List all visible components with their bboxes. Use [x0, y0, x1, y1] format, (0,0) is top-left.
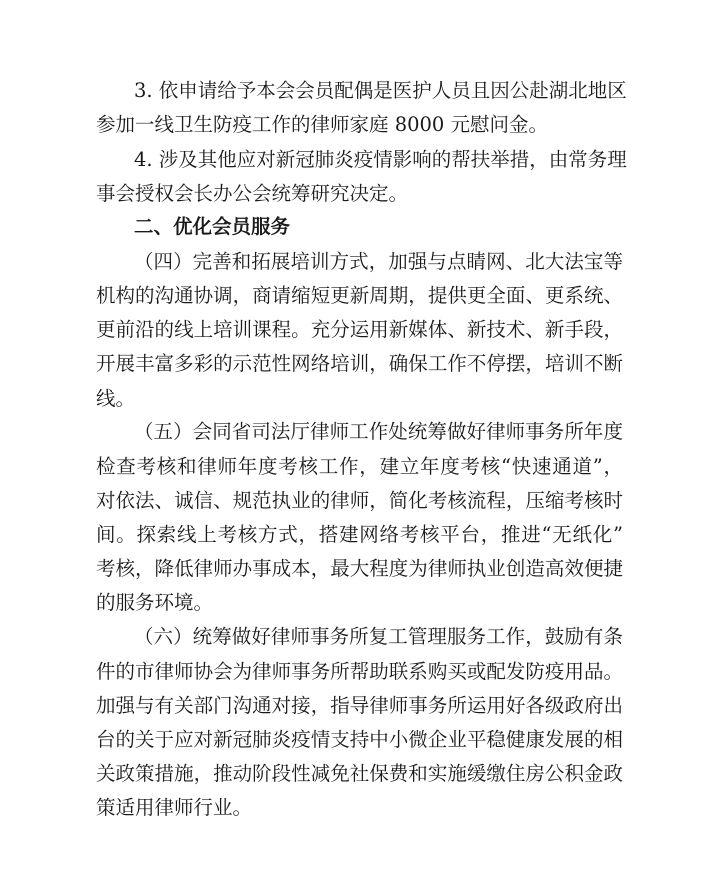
item-4-line-1: 4. 涉及其他应对新冠肺炎疫情影响的帮扶举措，由常务理 [134, 148, 627, 171]
para-6-line-2: 件的市律师协会为律师事务所帮助联系购买或配发防疫用品。 [96, 660, 623, 683]
para-5-line-5: 考核，降低律师办事成本，最大程度为律师执业创造高效便捷 [96, 557, 623, 580]
para-5-line-6: 的服务环境。 [96, 591, 214, 614]
para-4-line-3: 更前沿的线上培训课程。充分运用新媒体、新技术、新手段， [96, 318, 623, 341]
section-heading: 二、优化会员服务 [134, 215, 291, 238]
para-6-line-1: （六）统筹做好律师事务所复工管理服务工作，鼓励有条 [134, 625, 623, 648]
para-6-line-6: 策适用律师行业。 [96, 796, 253, 819]
para-4-line-2: 机构的沟通协调，商请缩短更新周期，提供更全面、更系统、 [96, 284, 623, 307]
para-4-line-4: 开展丰富多彩的示范性网络培训，确保工作不停摆，培训不断 [96, 352, 623, 375]
para-4-line-1: （四）完善和拓展培训方式，加强与点睛网、北大法宝等 [134, 250, 623, 273]
item-3-line-2: 参加一线卫生防疫工作的律师家庭 8000 元慰问金。 [96, 113, 549, 136]
para-5-line-4: 间。探索线上考核方式，搭建网络考核平台，推进“无纸化” [96, 523, 623, 546]
para-6-line-4: 台的关于应对新冠肺炎疫情支持中小微企业平稳健康发展的相 [96, 728, 623, 751]
para-6-line-3: 加强与有关部门沟通对接，指导律师事务所运用好各级政府出 [96, 694, 623, 717]
item-4-line-2: 事会授权会长办公会统筹研究决定。 [96, 182, 409, 205]
para-5-line-2: 检查考核和律师年度考核工作，建立年度考核“快速通道”， [96, 455, 623, 478]
item-3-line-1: 3. 依申请给予本会会员配偶是医护人员且因公赴湖北地区 [134, 79, 627, 102]
para-4-line-5: 线。 [96, 387, 136, 410]
para-6-line-5: 关政策措施，推动阶段性减免社保费和实施缓缴住房公积金政 [96, 762, 623, 785]
para-5-line-3: 对依法、诚信、规范执业的律师，简化考核流程，压缩考核时 [96, 489, 623, 512]
para-5-line-1: （五）会同省司法厅律师工作处统筹做好律师事务所年度 [134, 420, 623, 443]
